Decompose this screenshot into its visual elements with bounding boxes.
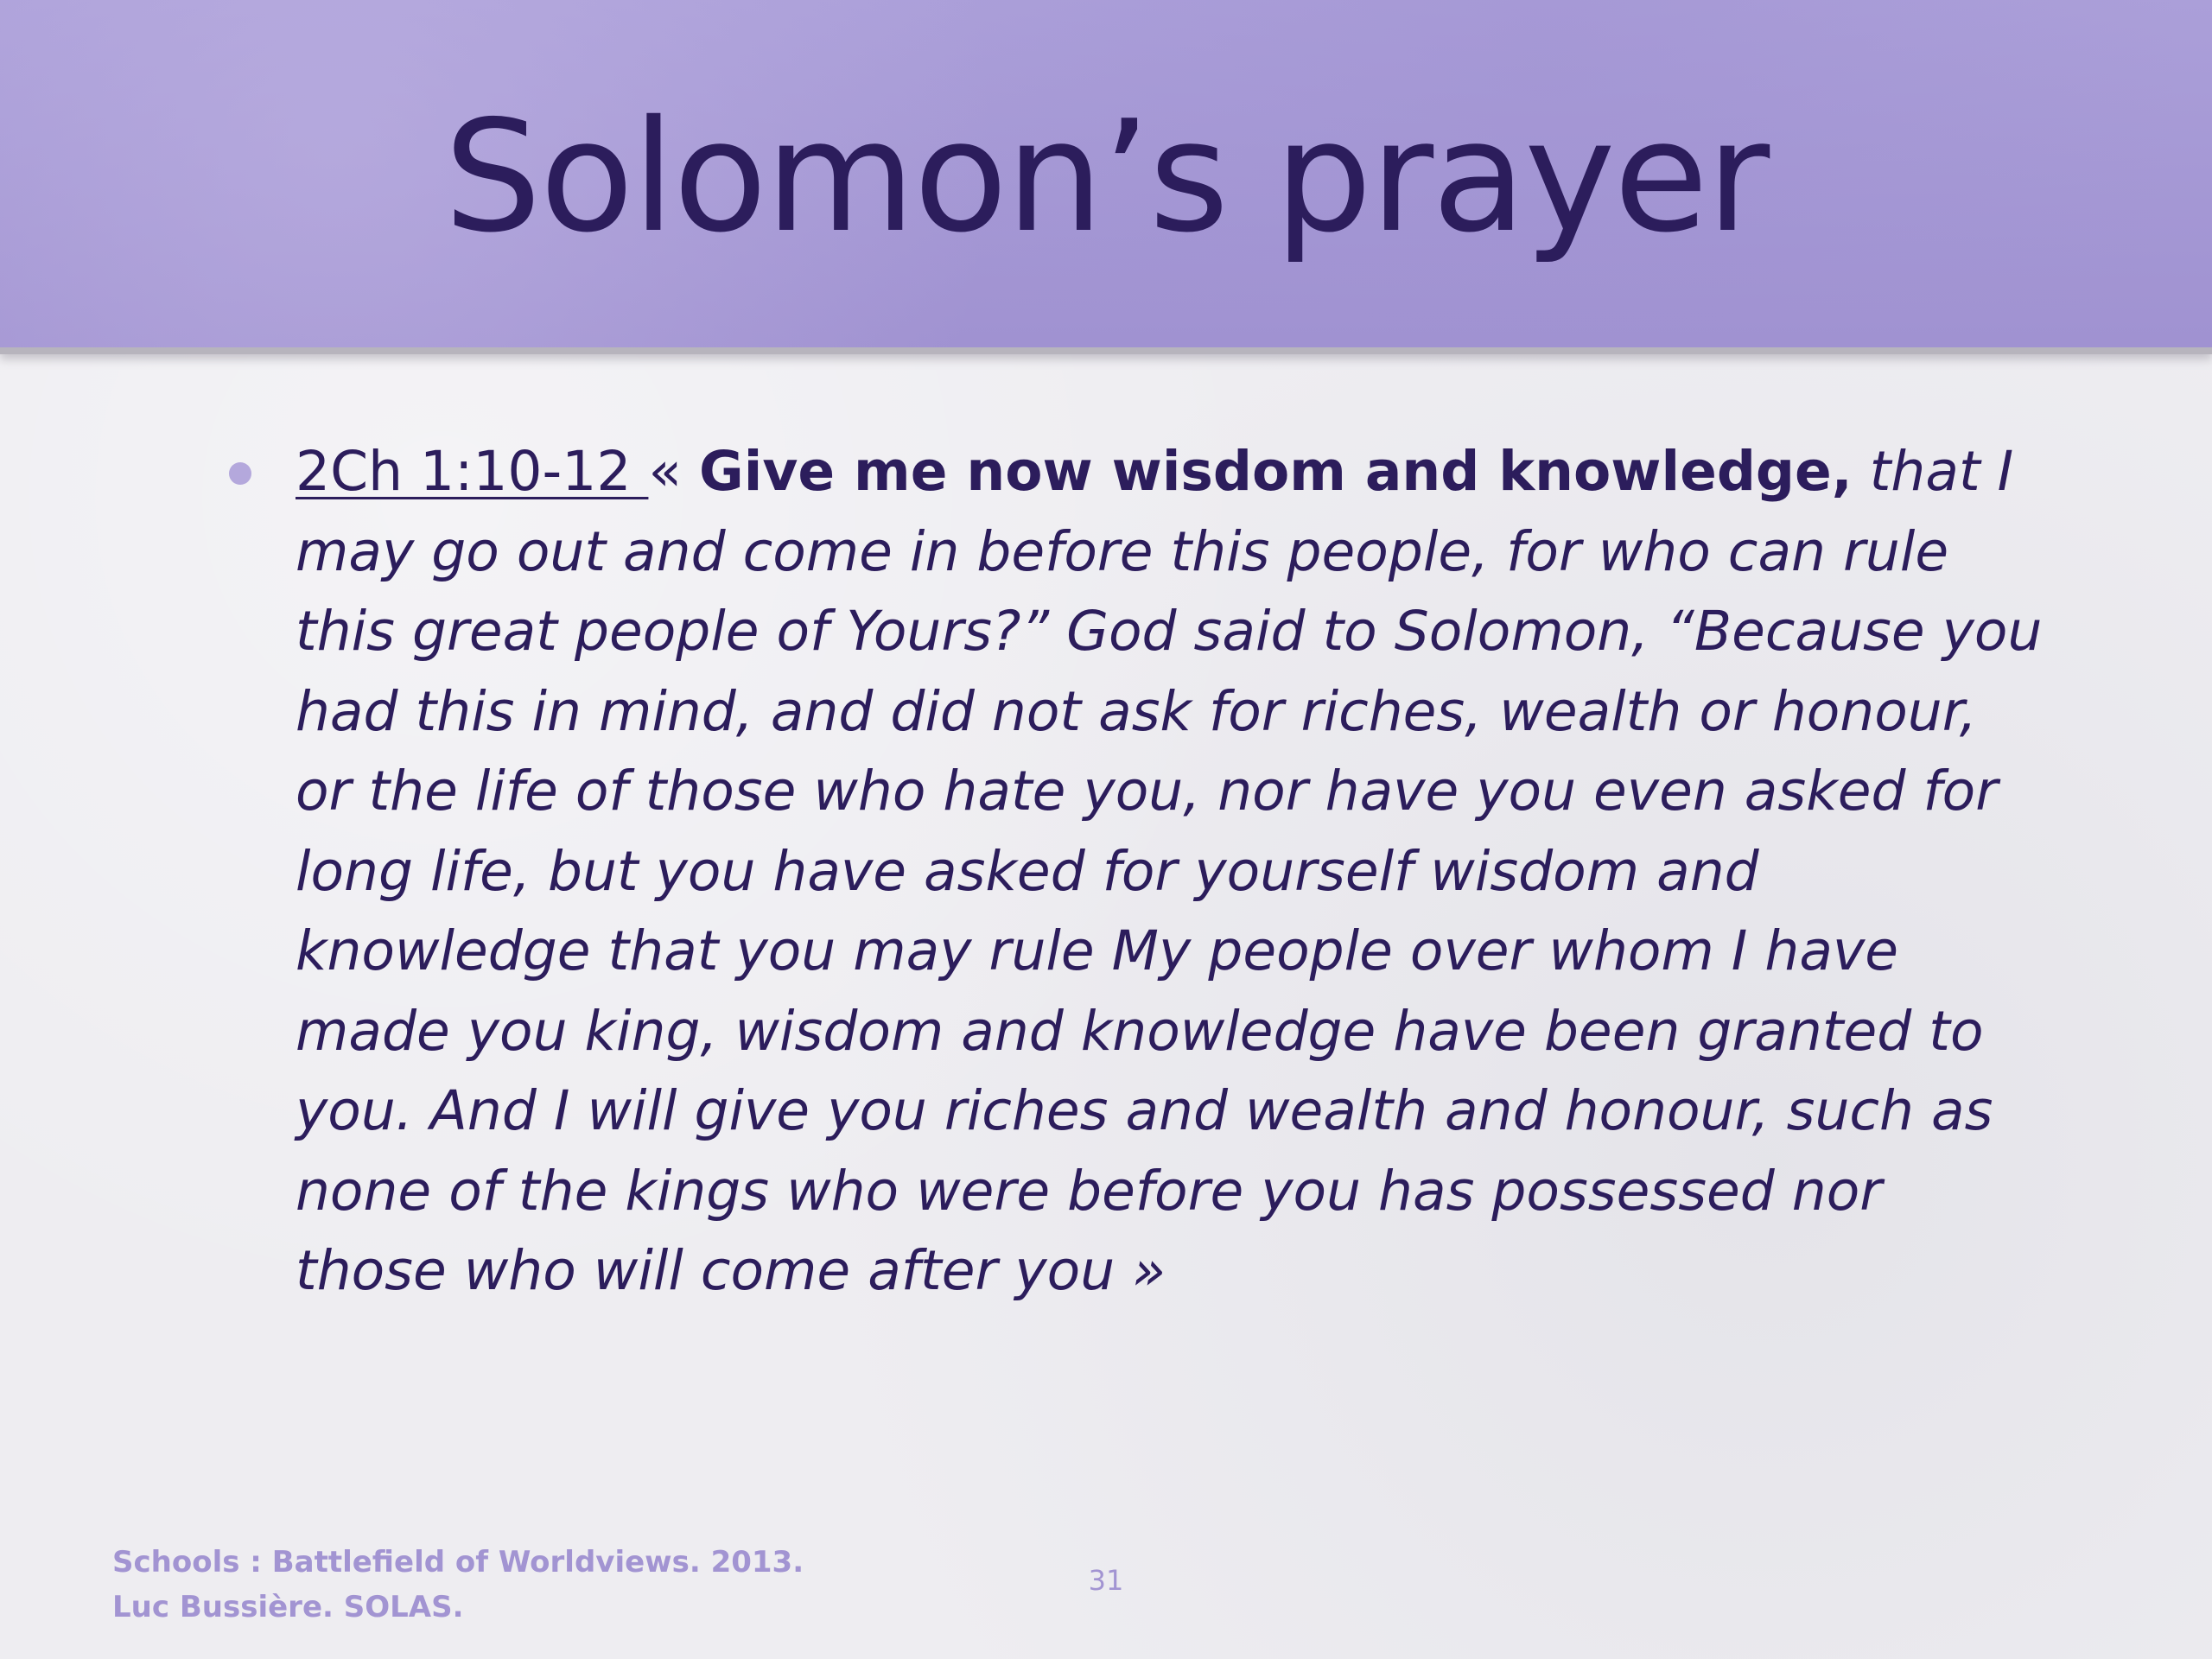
scripture-reference-link[interactable]: 2Ch 1:10-12 xyxy=(296,440,649,503)
title-band xyxy=(0,0,2212,354)
bullet-text xyxy=(296,432,2050,1312)
footer-line-1: Schools : Battlefield of Worldviews. 2013. xyxy=(112,1545,804,1580)
italic-quote-text: that I may go out and come in before this people, for who can rule this great people of Yours?” God said to Solomon, “Because you had this in mind, and did not ask for riches, wealth or honour, or the life of those who hate you, nor have you even asked for long life, but you have asked for yourself wisdom and knowledge that you may rule My people over whom I have made you king, wisdom and knowledge have been granted to you. And I will give you riches and wealth and honour, such as none of the kings who were before you has possessed nor those who will come after you » xyxy=(296,440,2043,1302)
bullet-dot-icon xyxy=(229,462,251,485)
bold-quote-text: Give me now wisdom and knowledge, xyxy=(699,440,1853,503)
open-quote: « xyxy=(648,440,700,503)
footer-line-2: Luc Bussière. SOLAS. xyxy=(112,1590,464,1624)
page-number: 31 xyxy=(1088,1564,1124,1597)
slide-title: Solomon’s prayer xyxy=(443,87,1769,266)
footer xyxy=(112,1540,804,1630)
